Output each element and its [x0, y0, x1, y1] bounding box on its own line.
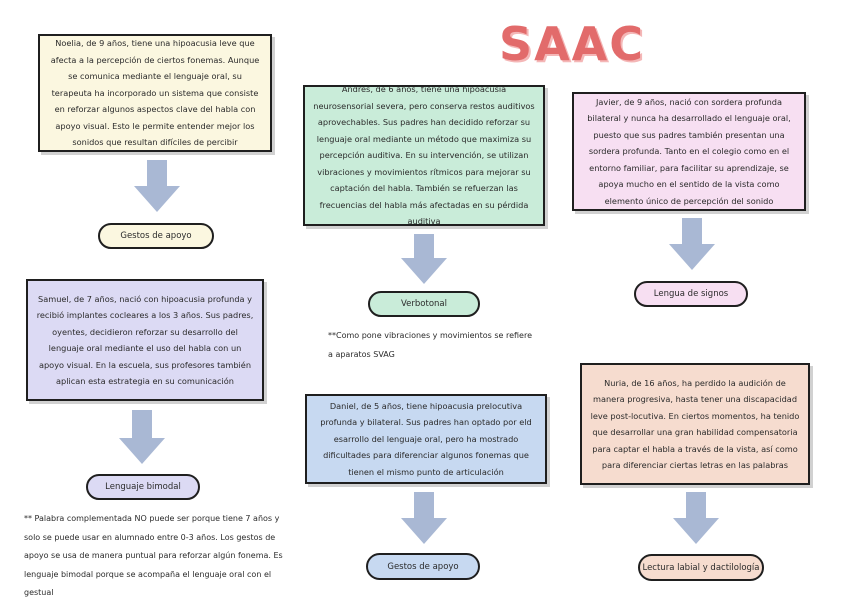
case-text: Noelia, de 9 años, tiene una hipoacusia leve que afecta a la percepción de ciertos fonemas. Aunque se comunica mediante el lenguaje oral, su terapeuta ha incorporado un sistema que consiste en reforzar algunos aspectos clave del habla con apoyo visual. Esto le permite entender mejor los sonidos que resultan difíciles de percibir: [50, 38, 260, 148]
case-box-samuel: [26, 279, 264, 401]
note-bimodal: ** Palabra complementada NO puede ser porque tiene 7 años y solo se puede usar en alumnado entre 0-3 años. Los gestos de apoyo se usa de manera puntual para reforzar algún fonema. Es lenguaje bimodal porque se acompaña el lenguaje oral con el gestual: [24, 514, 283, 597]
system-label-gestos-1: Gestos de apoyo: [98, 223, 214, 249]
case-box-javier: [572, 92, 806, 211]
down-arrow-icon: [673, 492, 719, 544]
down-arrow-icon: [401, 234, 447, 284]
down-arrow-icon: [401, 492, 447, 544]
case-box-noelia: [38, 34, 272, 152]
case-text: Samuel, de 7 años, nació con hipoacusia profunda y recibió implantes cocleares a los 3 años. Sus padres, oyentes, decidieron reforzar su desarrollo del lenguaje oral mediante el uso del habla con un apoyo visual. En la escuela, sus profesores también aplican esta estrategia en su comunicación: [36, 293, 254, 386]
case-text: Nuria, de 16 años, ha perdido la audición de manera progresiva, hasta tener una discapacidad leve post-locutiva. En ciertos momentos, ha tenido que desarrollar una gran habilidad compensatoria para captar el habla a través de la vista, así como para diferenciar ciertas letras en las palabras: [590, 377, 800, 470]
case-box-andres: [303, 85, 545, 226]
note-verbotonal: **Como pone vibraciones y movimientos se refiere a aparatos SVAG: [328, 331, 532, 359]
case-text: Andrés, de 6 años, tiene una hipoacusia neurosensorial severa, pero conserva restos auditivos aprovechables. Sus padres han decidido reforzar su lenguaje oral mediante un método que maximiza su percepción auditiva. En su intervención, se utilizan vibraciones y movimientos rítmicos para mejorar su captación del habla. También se refuerzan las frecuencias del habla más afectadas en su pérdida auditiva: [313, 84, 535, 227]
down-arrow-icon: [119, 410, 165, 464]
down-arrow-icon: [669, 218, 715, 270]
down-arrow-icon: [134, 160, 180, 212]
case-box-nuria: [580, 363, 810, 485]
case-text: Daniel, de 5 años, tiene hipoacusia prelocutiva profunda y bilateral. Sus padres han optado por eld esarrollo del lenguaje oral, pero ha mostrado dificultades para diferenciar algunos fonemas que tienen el mismo punto de articulación: [320, 400, 532, 477]
system-label-lectura-labial: Lectura labial y dactilología: [638, 554, 764, 581]
system-label-verbotonal: Verbotonal: [368, 291, 480, 317]
system-label-gestos-2: Gestos de apoyo: [366, 553, 480, 580]
case-text: Javier, de 9 años, nació con sordera profunda bilateral y nunca ha desarrollado el lenguaje oral, puesto que sus padres también presentan una sordera profunda. Tanto en el colegio como en el entorno familiar, para facilitar su aprendizaje, se apoya mucho en el sentido de la vista como elemento único de percepción del sonido: [587, 96, 791, 206]
system-label-lengua-signos: Lengua de signos: [634, 281, 748, 307]
case-box-daniel: [305, 394, 547, 484]
system-label-bimodal: Lenguaje bimodal: [86, 474, 200, 500]
page-title: SAAC: [498, 17, 646, 71]
